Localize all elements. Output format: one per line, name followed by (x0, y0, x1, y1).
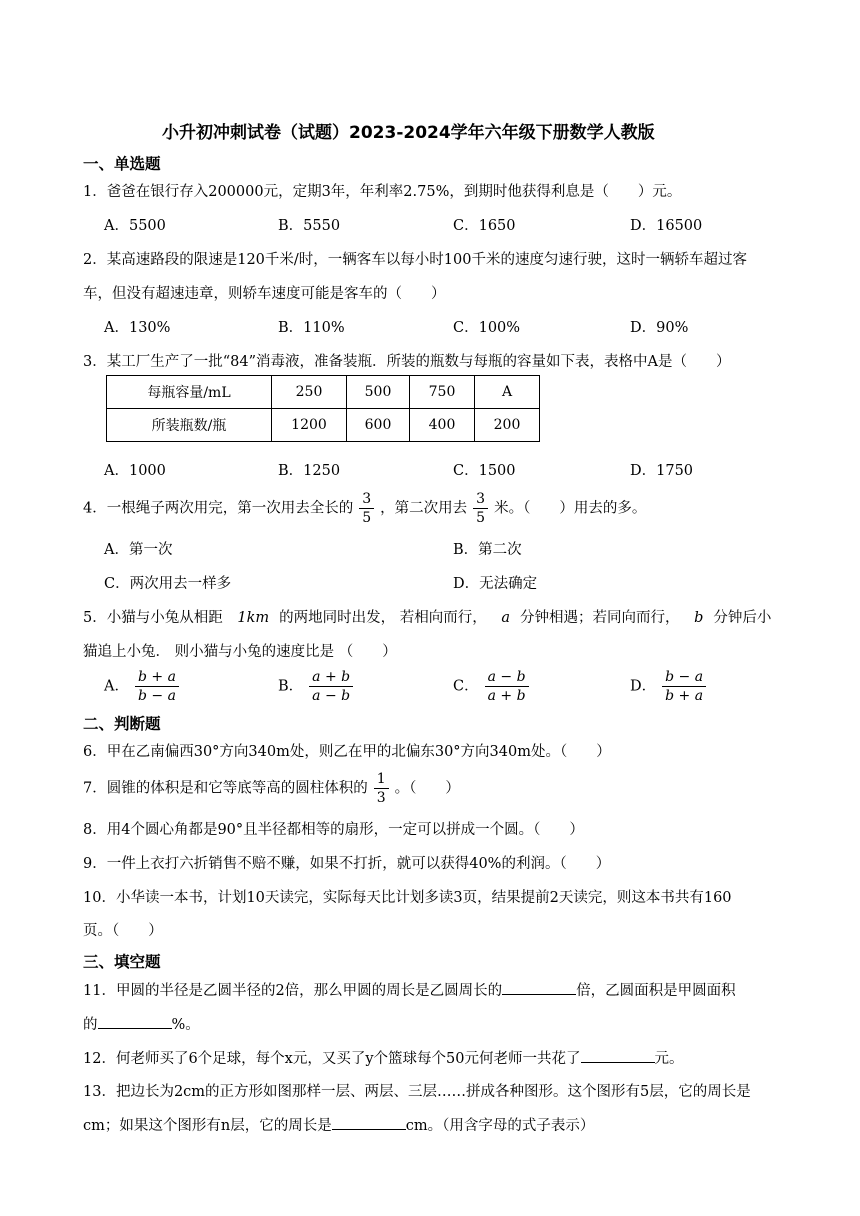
table-cell: 500 (347, 376, 410, 409)
table-cell: 250 (272, 376, 347, 409)
q4-fraction-2-denominator: 5 (476, 510, 486, 526)
q1-option-d: D．16500 (630, 218, 703, 234)
answer-blank[interactable] (332, 1113, 406, 1130)
question-5-line-1 (83, 606, 771, 627)
fraction-numerator: a + b (309, 668, 353, 687)
q4-text-part3: 米。（ ）用去的多。 (494, 500, 647, 517)
q13-text-2b: cm。（用含字母的式子表示） (405, 1118, 595, 1134)
q1-option-c: C．1650 (453, 218, 516, 234)
q7-text-part2: 。（ ） (394, 780, 460, 797)
fraction-denominator: a − b (312, 688, 351, 704)
section-heading-true-false: 二、判断题 (83, 715, 161, 733)
q5-option-d-fraction (662, 668, 706, 705)
q11-text-1b: 倍，乙圆面积是甲圆面积 (576, 983, 736, 999)
q11-text-1a: 11．甲圆的半径是乙圆半径的2倍，那么甲圆的周长是乙圆周长的 (83, 983, 503, 999)
fraction-denominator: b + a (665, 688, 704, 704)
q5-option-b-fraction (309, 668, 353, 705)
q5-text-part2: 的两地同时出发， 若相向而行， (279, 610, 487, 626)
q4-option-a: A．第一次 (104, 542, 173, 558)
q4-option-c: C．两次用去一样多 (104, 576, 232, 592)
q2-option-d: D．90% (630, 320, 689, 336)
q1-option-a: A．5500 (104, 218, 166, 234)
q11-text-2a: 的 (83, 1017, 98, 1033)
q5-text-part4: 分钟后小 (713, 610, 772, 626)
answer-blank[interactable] (502, 978, 576, 995)
q7-fraction-denominator: 3 (376, 790, 386, 806)
q5-option-c (453, 668, 535, 705)
question-8-text: 8．用4个圆心角都是90°且半径都相等的扇形，一定可以拼成一个圆。（ ） (83, 822, 584, 838)
question-11-line-1 (83, 978, 736, 1000)
q12-text-part2: 元。 (654, 1051, 684, 1067)
q5-option-c-fraction (485, 668, 529, 705)
section-heading-fill-in: 三、填空题 (83, 953, 161, 971)
fraction-denominator: b − a (137, 688, 176, 704)
q5-option-d (630, 668, 712, 705)
table-row (107, 376, 540, 409)
q4-fraction-1 (359, 490, 374, 527)
q12-text-part1: 12．何老师买了6个足球，每个x元，又买了y个篮球每个50元何老师一共花了 (83, 1051, 581, 1067)
table-cell: 750 (410, 376, 475, 409)
question-2-line-1: 2．某高速路段的限速是120千米/时，一辆客车以每小时100千米的速度匀速行驶，这时一辆轿车超过客 (83, 252, 747, 268)
q5-option-b-label: B． (278, 678, 304, 695)
question-9-text: 9．一件上衣打六折销售不赔不赚，如果不打折，就可以获得40%的利润。（ ） (83, 856, 611, 872)
q4-text-part1: 4．一根绳子两次用完，第一次用去全长的 (83, 500, 354, 517)
q5-option-a (104, 668, 185, 705)
question-1-text: 1．爸爸在银行存入200000元，定期3年，年利率2.75%，到期时他获得利息是（ ）元。 (83, 184, 682, 200)
q5-option-a-fraction (135, 668, 179, 705)
fraction-denominator: a + b (487, 688, 526, 704)
q5-distance: 1km (237, 610, 270, 626)
q3-option-b: B．1250 (278, 463, 341, 479)
fraction-numerator: b − a (662, 668, 706, 687)
q5-var-a: a (501, 610, 510, 626)
table-cell: 每瓶容量/mL (107, 376, 272, 409)
question-12-text (83, 1046, 684, 1068)
q11-text-2b: %。 (171, 1017, 200, 1033)
section-heading-single-choice: 一、单选题 (83, 155, 161, 173)
q4-fraction-1-denominator: 5 (362, 510, 372, 526)
question-10-line-2: 页。（ ） (83, 923, 163, 939)
q3-option-d: D．1750 (630, 463, 694, 479)
q4-option-d: D．无法确定 (453, 576, 538, 592)
q2-option-b: B．110% (278, 320, 345, 336)
q1-option-b: B．5550 (278, 218, 341, 234)
answer-blank[interactable] (581, 1046, 655, 1063)
q7-fraction-numerator: 1 (374, 770, 389, 789)
question-6-text: 6．甲在乙南偏西30°方向340m处，则乙在甲的北偏东30°方向340m处。（ ） (83, 744, 611, 760)
question-4-text (83, 490, 646, 527)
question-13-line-2 (83, 1113, 594, 1135)
fraction-numerator: a − b (485, 668, 529, 687)
q4-option-b: B．第二次 (453, 542, 522, 558)
fraction-numerator: b + a (135, 668, 179, 687)
q3-option-a: A．1000 (104, 463, 166, 479)
table-cell: 200 (475, 409, 540, 442)
bottle-table (106, 375, 540, 442)
answer-blank[interactable] (98, 1012, 172, 1029)
q5-var-b: b (694, 610, 704, 626)
q3-option-c: C．1500 (453, 463, 516, 479)
question-3-text: 3．某工厂生产了一批“84”消毒液，准备装瓶．所装的瓶数与每瓶的容量如下表，表格中A是（ ） (83, 354, 731, 370)
q4-text-part2: ，第二次用去 (380, 500, 468, 517)
table-cell: 1200 (272, 409, 347, 442)
table-row (107, 409, 540, 442)
q5-text-part3: 分钟相遇；若同向而行， (519, 610, 680, 626)
question-7-text (83, 770, 460, 807)
q5-option-d-label: D． (630, 678, 657, 695)
q2-option-c: C．100% (453, 320, 521, 336)
question-13-line-1: 13．把边长为2cm的正方形如图那样一层、两层、三层……拼成各种图形。这个图形有5层，它的周长是 (83, 1084, 751, 1100)
question-2-line-2: 车，但没有超速违章，则轿车速度可能是客车的（ ） (83, 286, 446, 302)
q4-fraction-2-numerator: 3 (473, 490, 488, 509)
q5-text-part1: 5．小猫与小兔从相距 (83, 610, 223, 626)
q7-text-part1: 7．圆锥的体积是和它等底等高的圆柱体积的 (83, 780, 368, 797)
page-title: 小升初冲刺试卷（试题）2023-2024学年六年级下册数学人教版 (162, 123, 655, 143)
q4-fraction-1-numerator: 3 (359, 490, 374, 509)
table-cell: 所装瓶数/瓶 (107, 409, 272, 442)
question-5-line-2: 猫追上小兔． 则小猫与小兔的速度比是 （ ） (83, 644, 397, 660)
q13-text-2a: cm；如果这个图形有n层，它的周长是 (83, 1118, 332, 1134)
q2-option-a: A．130% (104, 320, 171, 336)
question-10-line-1: 10．小华读一本书，计划10天读完，实际每天比计划多读3页，结果提前2天读完，则这本书共有160 (83, 890, 732, 906)
table-cell: A (475, 376, 540, 409)
q5-option-c-label: C． (453, 678, 479, 695)
table-cell: 400 (410, 409, 475, 442)
q5-option-a-label: A． (104, 678, 129, 695)
question-11-line-2 (83, 1012, 200, 1034)
q4-fraction-2 (473, 490, 488, 527)
q5-option-b (278, 668, 359, 705)
q7-fraction (374, 770, 389, 807)
table-cell: 600 (347, 409, 410, 442)
